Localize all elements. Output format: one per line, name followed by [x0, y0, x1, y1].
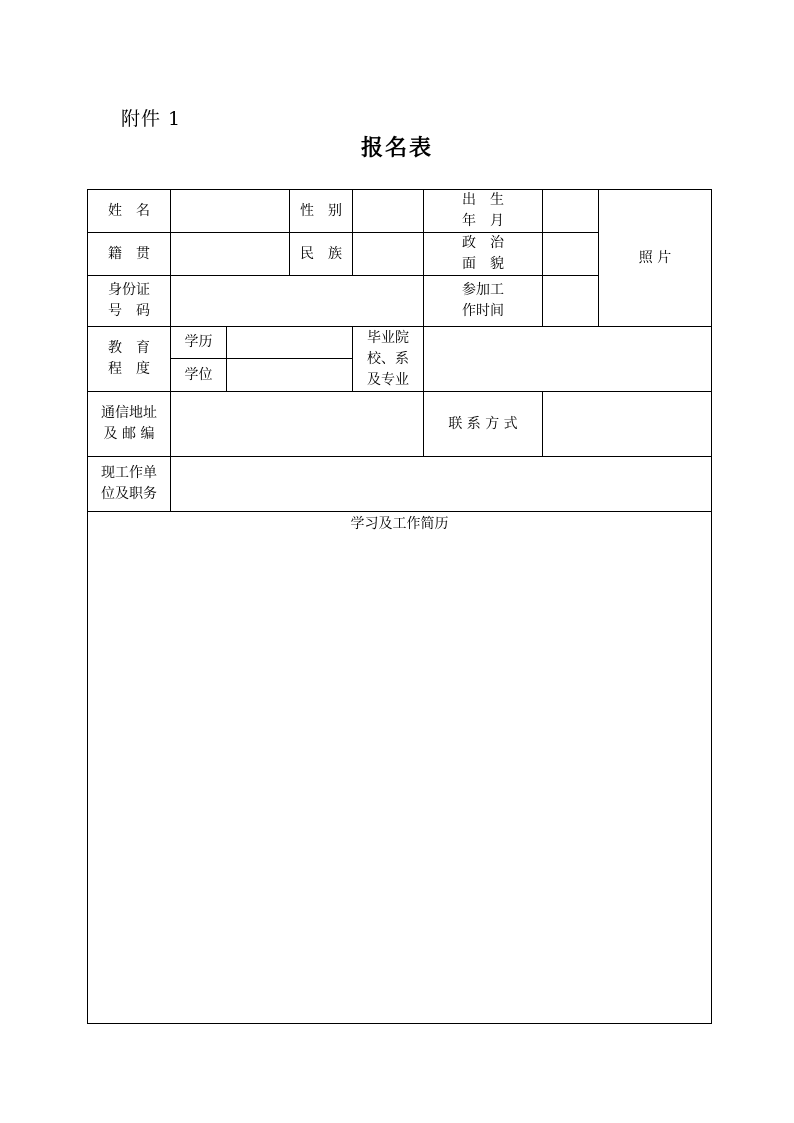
label-birth-date: 出 生 年 月 [462, 192, 504, 229]
native-place-field[interactable] [171, 233, 289, 275]
form-title: 报名表 [360, 135, 433, 161]
label-name: 姓 名 [108, 202, 150, 219]
gender-field[interactable] [353, 190, 423, 232]
label-degree: 学位 [184, 366, 213, 383]
label-current-employer: 现工作单 位及职务 [101, 465, 157, 502]
label-contact: 联 系 方 式 [448, 415, 518, 432]
attachment-label: 附件 1 [121, 108, 182, 130]
education-record-field[interactable] [227, 327, 352, 358]
degree-field[interactable] [227, 359, 352, 391]
label-political-status: 政 治 面 貌 [462, 235, 504, 272]
school-major-field[interactable] [424, 327, 711, 391]
political-status-field[interactable] [543, 233, 598, 275]
resume-field[interactable] [88, 536, 711, 1023]
label-education-record: 学历 [184, 334, 213, 350]
label-gender: 性 别 [300, 202, 342, 219]
name-field[interactable] [171, 190, 289, 232]
contact-field[interactable] [543, 392, 711, 456]
label-address-postcode: 通信地址 及 邮 编 [101, 405, 157, 442]
ethnicity-field[interactable] [353, 233, 423, 275]
birth-date-field[interactable] [543, 190, 598, 232]
work-start-date-field[interactable] [543, 276, 598, 326]
label-school-major: 毕业院 校、系 及专业 [367, 329, 409, 388]
address-postcode-field[interactable] [171, 392, 423, 456]
id-number-field[interactable] [171, 276, 423, 326]
label-native-place: 籍 贯 [108, 245, 150, 262]
current-employer-field[interactable] [171, 457, 711, 511]
label-work-start-date: 参加工 作时间 [462, 282, 504, 319]
label-ethnicity: 民 族 [300, 245, 342, 262]
label-photo: 照 片 [638, 249, 672, 266]
label-education: 教 育 程 度 [108, 340, 150, 377]
label-id-number: 身份证 号 码 [108, 282, 150, 319]
label-resume: 学习及工作简历 [350, 515, 449, 532]
